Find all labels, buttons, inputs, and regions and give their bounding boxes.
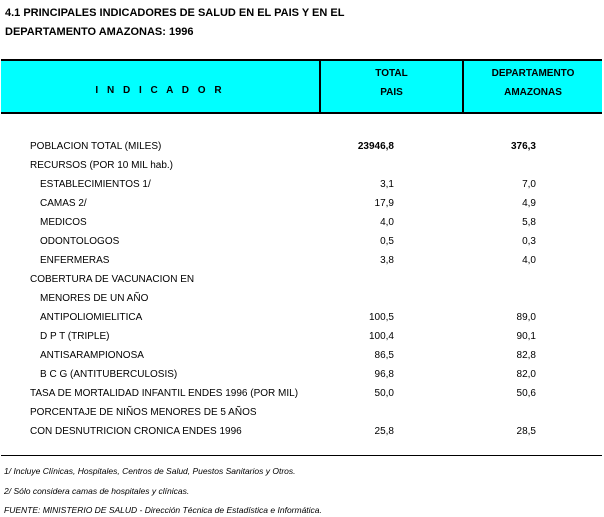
footnote-1: 1/ Incluye Clínicas, Hospitales, Centros de Salud, Puestos Sanitarios y Otros. xyxy=(4,466,296,476)
value-amazonas: 82,8 xyxy=(516,350,536,361)
table-row xyxy=(0,367,604,383)
value-total-pais: 25,8 xyxy=(374,426,394,437)
value-total-pais: 100,4 xyxy=(368,331,394,342)
table-row xyxy=(0,329,604,345)
footer-divider xyxy=(1,455,602,456)
value-amazonas: 90,1 xyxy=(516,331,536,342)
value-total-pais: 86,5 xyxy=(374,350,394,361)
indicator-label: B C G (ANTITUBERCULOSIS) xyxy=(40,369,178,380)
value-amazonas: 7,0 xyxy=(522,179,536,190)
value-total-pais: 17,9 xyxy=(374,198,394,209)
table-row xyxy=(0,405,604,421)
value-amazonas: 28,5 xyxy=(516,426,536,437)
table-header xyxy=(1,59,602,114)
table-row xyxy=(0,177,604,193)
value-total-pais: 23946,8 xyxy=(357,141,394,152)
value-total-pais: 3,8 xyxy=(380,255,394,266)
value-amazonas: 376,3 xyxy=(510,141,536,152)
value-amazonas: 89,0 xyxy=(516,312,536,323)
value-total-pais: 3,1 xyxy=(380,179,394,190)
value-amazonas: 5,8 xyxy=(522,217,536,228)
table-row xyxy=(0,234,604,250)
value-total-pais: 50,0 xyxy=(374,388,394,399)
table-title-line-1: 4.1 PRINCIPALES INDICADORES DE SALUD EN EL PAIS Y EN EL xyxy=(5,7,345,19)
table-row xyxy=(0,272,604,288)
footnote-2: 2/ Sólo considera camas de hospitales y clínicas. xyxy=(4,486,190,496)
value-total-pais: 4,0 xyxy=(380,217,394,228)
table-row xyxy=(0,291,604,307)
table-row xyxy=(0,348,604,364)
indicator-label: CON DESNUTRICION CRONICA ENDES 1996 xyxy=(30,426,242,437)
indicator-label: RECURSOS (POR 10 MIL hab.) xyxy=(30,160,174,171)
header-indicador: I N D I C A D O R xyxy=(95,85,225,96)
indicator-label: MENORES DE UN AÑO xyxy=(40,293,149,304)
indicator-label: PORCENTAJE DE NIÑOS MENORES DE 5 AÑOS xyxy=(30,407,257,418)
value-amazonas: 4,0 xyxy=(522,255,536,266)
value-total-pais: 96,8 xyxy=(374,369,394,380)
indicator-label: TASA DE MORTALIDAD INFANTIL ENDES 1996 (POR MIL) xyxy=(30,388,299,399)
table-row xyxy=(0,215,604,231)
value-amazonas: 0,3 xyxy=(522,236,536,247)
indicator-label: ESTABLECIMIENTOS 1/ xyxy=(40,179,151,190)
table-row xyxy=(0,196,604,212)
indicator-label: POBLACION TOTAL (MILES) xyxy=(30,141,162,152)
table-row xyxy=(0,139,604,155)
header-departamento-amazonas xyxy=(464,64,602,102)
value-amazonas: 82,0 xyxy=(516,369,536,380)
table-row xyxy=(0,424,604,440)
header-total-line-1: TOTAL xyxy=(375,68,408,79)
header-total-pais xyxy=(321,64,462,102)
source-note: FUENTE: MINISTERIO DE SALUD - Dirección Técnica de Estadística e Informática. xyxy=(4,505,322,515)
indicator-label: D P T (TRIPLE) xyxy=(40,331,110,342)
table-row xyxy=(0,310,604,326)
indicator-label: CAMAS 2/ xyxy=(40,198,87,209)
table-title-line-2: DEPARTAMENTO AMAZONAS: 1996 xyxy=(5,26,194,38)
header-dept-line-2: AMAZONAS xyxy=(504,87,562,98)
indicator-label: COBERTURA DE VACUNACION EN xyxy=(30,274,195,285)
header-dept-line-1: DEPARTAMENTO xyxy=(491,68,575,79)
value-amazonas: 4,9 xyxy=(522,198,536,209)
table-row xyxy=(0,158,604,174)
value-amazonas: 50,6 xyxy=(516,388,536,399)
indicator-label: ANTISARAMPIONOSA xyxy=(40,350,144,361)
value-total-pais: 100,5 xyxy=(368,312,394,323)
header-total-line-2: PAIS xyxy=(380,87,403,98)
indicator-label: ODONTOLOGOS xyxy=(40,236,120,247)
indicator-label: MEDICOS xyxy=(40,217,87,228)
table-row xyxy=(0,386,604,402)
indicator-label: ENFERMERAS xyxy=(40,255,110,266)
value-total-pais: 0,5 xyxy=(380,236,394,247)
table-row xyxy=(0,253,604,269)
indicator-label: ANTIPOLIOMIELITICA xyxy=(40,312,143,323)
